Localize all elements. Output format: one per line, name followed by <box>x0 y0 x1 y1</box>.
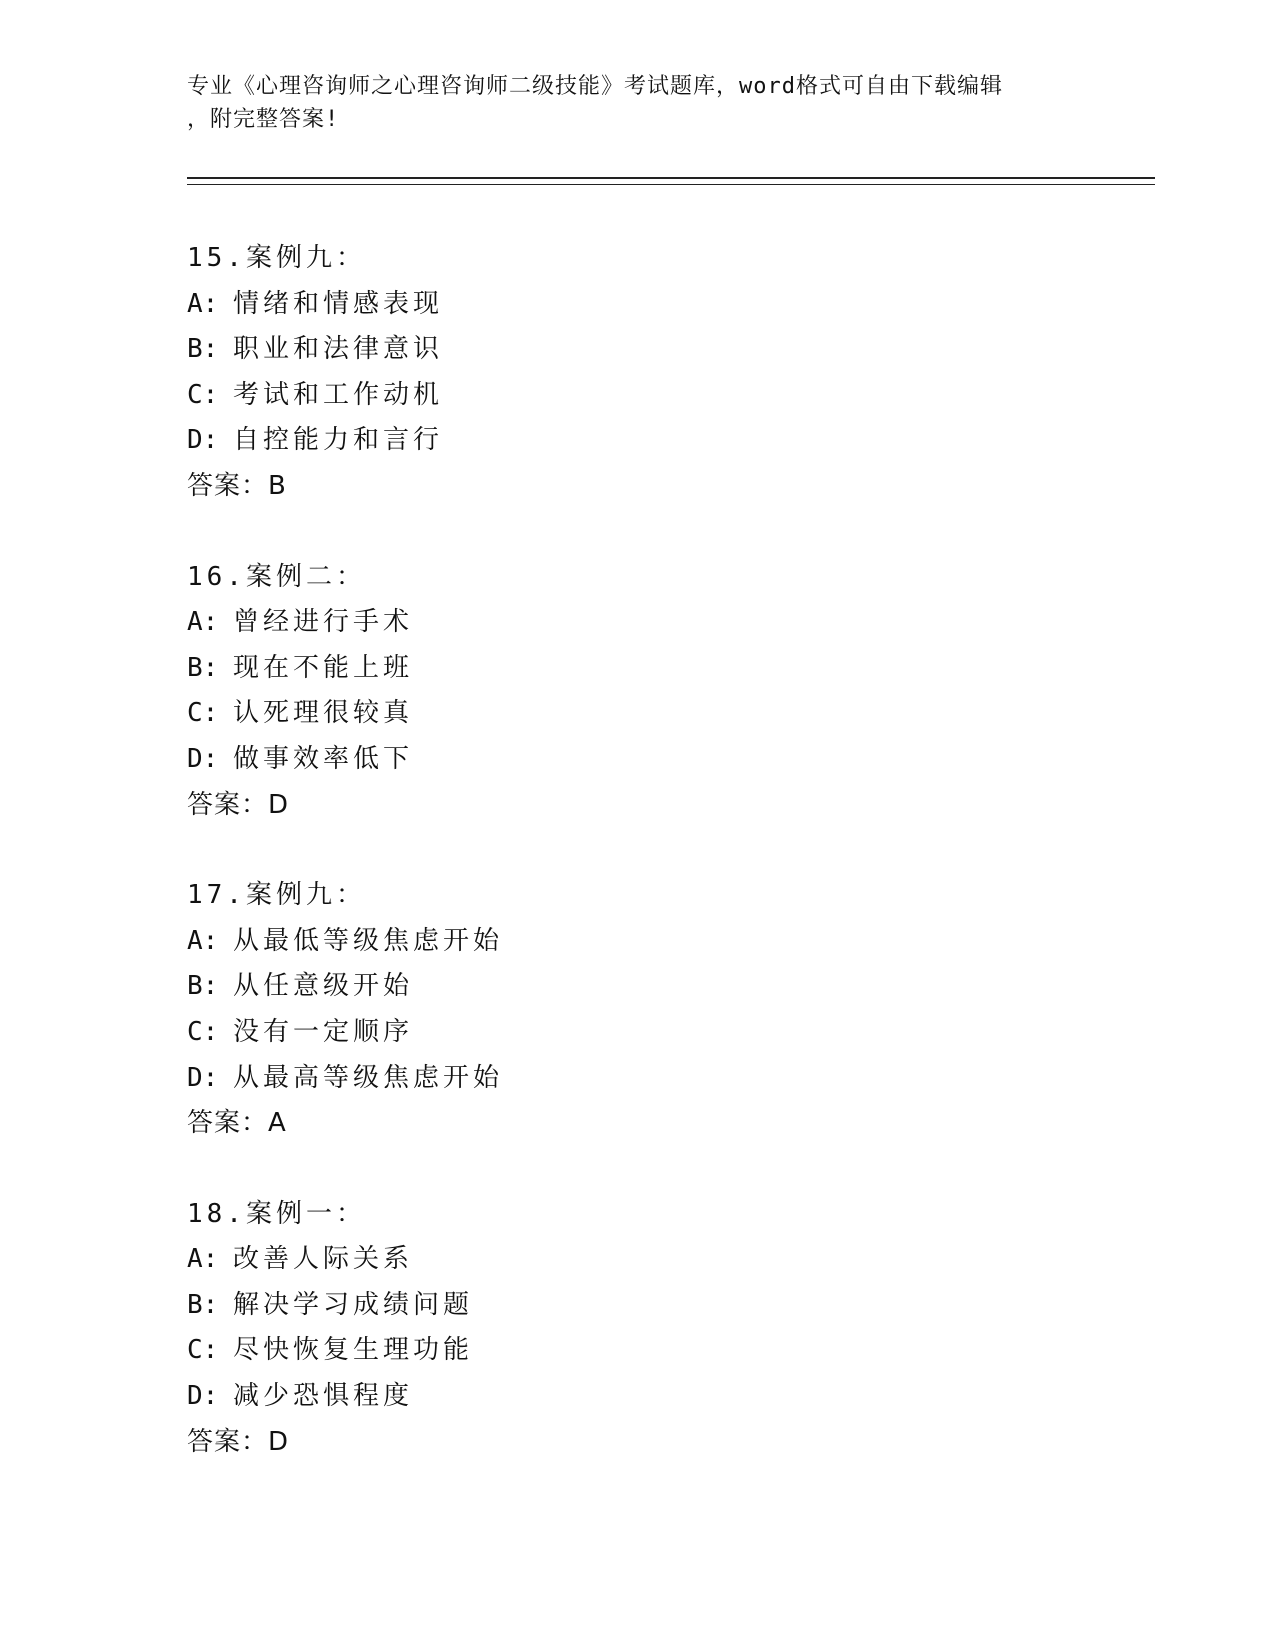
option-letter: D: <box>187 1381 219 1412</box>
question-stem: 16.案例二： <box>187 561 366 592</box>
option-c <box>187 1328 1087 1374</box>
option-letter: C: <box>187 698 219 729</box>
answer-line: 答案：A <box>187 1108 287 1139</box>
option-text: 解决学习成绩问题 <box>233 1289 474 1320</box>
option-letter: A: <box>187 1244 219 1275</box>
option-text: 做事效率低下 <box>233 743 414 774</box>
option-d <box>187 418 1087 464</box>
option-letter: B: <box>187 971 219 1002</box>
question-list <box>187 236 1087 1510</box>
option-d <box>187 1374 1087 1420</box>
option-text: 情绪和情感表现 <box>233 288 444 319</box>
option-text: 从最高等级焦虑开始 <box>233 1062 504 1093</box>
option-text: 尽快恢复生理功能 <box>233 1335 474 1366</box>
option-a <box>187 1237 1087 1283</box>
header-divider <box>187 177 1155 185</box>
option-a <box>187 600 1087 646</box>
option-text: 没有一定顺序 <box>233 1016 414 1047</box>
option-letter: D: <box>187 743 219 774</box>
option-letter: A: <box>187 288 219 319</box>
answer-line: 答案：D <box>187 1426 290 1457</box>
option-b <box>187 964 1087 1010</box>
option-text: 职业和法律意识 <box>233 334 444 365</box>
option-letter: A: <box>187 607 219 638</box>
question-15 <box>187 236 1087 510</box>
document-header <box>187 70 1087 136</box>
option-b <box>187 646 1087 692</box>
option-text: 改善人际关系 <box>233 1244 414 1275</box>
option-c <box>187 691 1087 737</box>
option-letter: B: <box>187 334 219 365</box>
option-letter: D: <box>187 1062 219 1093</box>
option-text: 现在不能上班 <box>233 652 414 683</box>
answer-line: 答案：D <box>187 789 290 820</box>
answer-line: 答案：B <box>187 470 287 501</box>
question-17 <box>187 873 1087 1147</box>
option-d <box>187 1056 1087 1102</box>
option-a <box>187 282 1087 328</box>
option-b <box>187 327 1087 373</box>
option-a <box>187 919 1087 965</box>
option-letter: D: <box>187 425 219 456</box>
option-text: 从任意级开始 <box>233 971 414 1002</box>
option-letter: B: <box>187 652 219 683</box>
question-16 <box>187 555 1087 829</box>
option-c <box>187 1010 1087 1056</box>
option-text: 自控能力和言行 <box>233 425 444 456</box>
question-stem: 15.案例九： <box>187 243 366 273</box>
option-d <box>187 737 1087 783</box>
option-letter: B: <box>187 1289 219 1320</box>
option-text: 曾经进行手术 <box>233 607 414 638</box>
question-stem: 17.案例九： <box>187 880 366 911</box>
option-letter: C: <box>187 379 219 410</box>
option-text: 减少恐惧程度 <box>233 1381 414 1412</box>
option-b <box>187 1283 1087 1329</box>
option-letter: C: <box>187 1016 219 1047</box>
header-title-line-2: ，附完整答案! <box>187 107 340 132</box>
question-stem: 18.案例一： <box>187 1198 366 1229</box>
option-c <box>187 373 1087 419</box>
option-letter: A: <box>187 925 219 956</box>
question-18 <box>187 1192 1087 1466</box>
option-letter: C: <box>187 1335 219 1366</box>
option-text: 考试和工作动机 <box>233 379 444 410</box>
option-text: 认死理很较真 <box>233 698 414 729</box>
option-text: 从最低等级焦虑开始 <box>233 925 504 956</box>
header-title-line-1: 专业《心理咨询师之心理咨询师二级技能》考试题库，word格式可自由下载编辑 <box>187 74 1003 99</box>
